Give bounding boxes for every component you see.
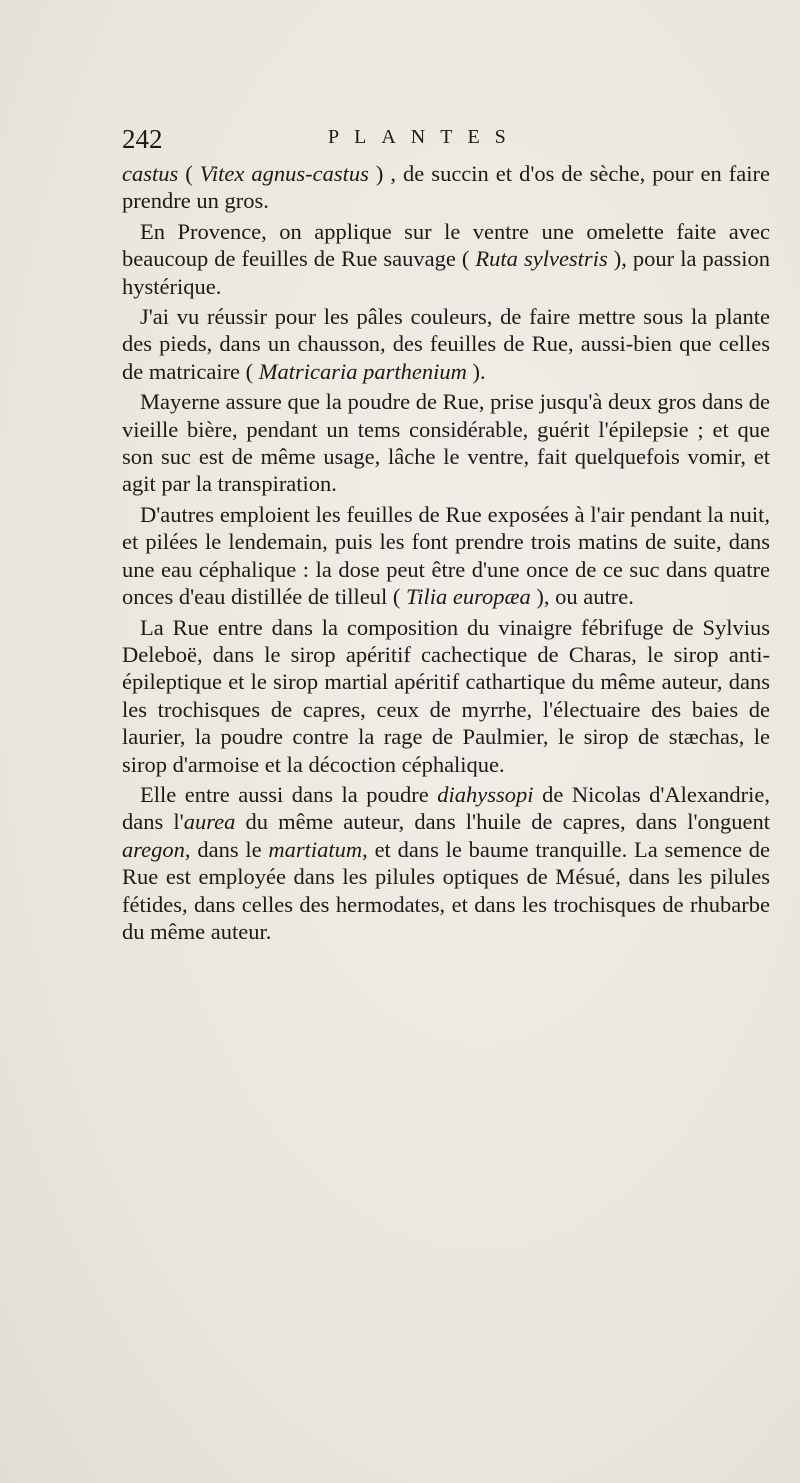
italic-text: Tilia europæa <box>405 584 531 610</box>
italic-text: Matricaria parthenium <box>258 358 467 384</box>
text-run: En Provence, on applique sur le ventre une omelette faite avec beaucoup de feuilles de Rue sauvage ( <box>122 218 770 272</box>
italic-text: aregon <box>122 836 185 862</box>
text-run: J'ai vu réussir pour les pâles couleurs, de faire mettre sous la plante des pieds, dans un chausson, des feuilles de Rue, aussi-bien que celles de matricaire ( <box>122 304 770 384</box>
text-run: D'autres emploient les feuilles de Rue exposées à l'air pendant la nuit, et pilées le lendemain, puis les font prendre trois matins de suite, dans une eau céphalique : la dose peut être d'une once de ce suc dans quatre onces d'eau distillée de tilleul ( <box>122 501 770 610</box>
page-number: 242 <box>122 124 163 154</box>
page-header <box>122 120 782 160</box>
text-run: ). <box>466 358 486 384</box>
paragraph <box>122 218 770 300</box>
paragraph <box>122 388 770 498</box>
paragraph <box>122 781 770 945</box>
italic-text: castus <box>122 161 179 186</box>
text-run: Mayerne assure que la poudre de Rue, prise jusqu'à deux gros dans de vieille bière, pendant un tems considérable, guérit l'épilepsie ; et que son suc est de même usage, lâche le ventre, fait quelquefois vomir, et agit par la transpiration. <box>122 389 770 497</box>
italic-text: martiatum <box>268 836 363 862</box>
text-run: La Rue entre dans la composition du vinaigre fébrifuge de Sylvius Deleboë, dans le sirop apéritif cachectique de Charas, le sirop anti-épileptique et le sirop martial apéritif cathartique du même auteur, dans les trochisques de capres, ceux de myrrhe, l'électuaire des baies de laurier, la poudre contre la rage de Paulmier, le sirop de stæchas, le sirop d'armoise et la décoction céphalique. <box>122 614 770 777</box>
text-run: du même auteur, dans l'huile de capres, dans l'onguent <box>235 809 770 835</box>
text-run: ), ou autre. <box>530 584 634 610</box>
paragraph <box>122 303 770 385</box>
italic-text: diahyssopi <box>437 781 534 807</box>
italic-text: aurea <box>183 809 236 835</box>
text-run: , dans le <box>184 836 269 862</box>
paragraph <box>122 614 770 778</box>
italic-text: Ruta sylvestris <box>475 246 608 272</box>
running-title: PLANTES <box>328 126 521 148</box>
text-run: de Nicolas d'Alexandrie, dans l' <box>122 781 770 835</box>
text-run: Elle entre aussi dans la poudre <box>140 781 438 807</box>
text-run: ), pour la passion hystérique. <box>122 246 770 299</box>
text-run: ) , de succin et d'os de sèche, pour en faire prendre un gros. <box>122 161 770 214</box>
text-run: , et dans le baume tranquille. La semence de Rue est employée dans les pilules optiques de Mésué, dans les pilules fétides, dans celles des hermodates, et dans les trochisques de rhubarbe du même auteur. <box>122 836 771 944</box>
text-run: ( <box>178 161 200 186</box>
italic-text: Vitex agnus-castus <box>199 161 369 186</box>
paragraph <box>122 160 770 215</box>
body-text <box>122 160 770 945</box>
paragraph <box>122 501 770 611</box>
